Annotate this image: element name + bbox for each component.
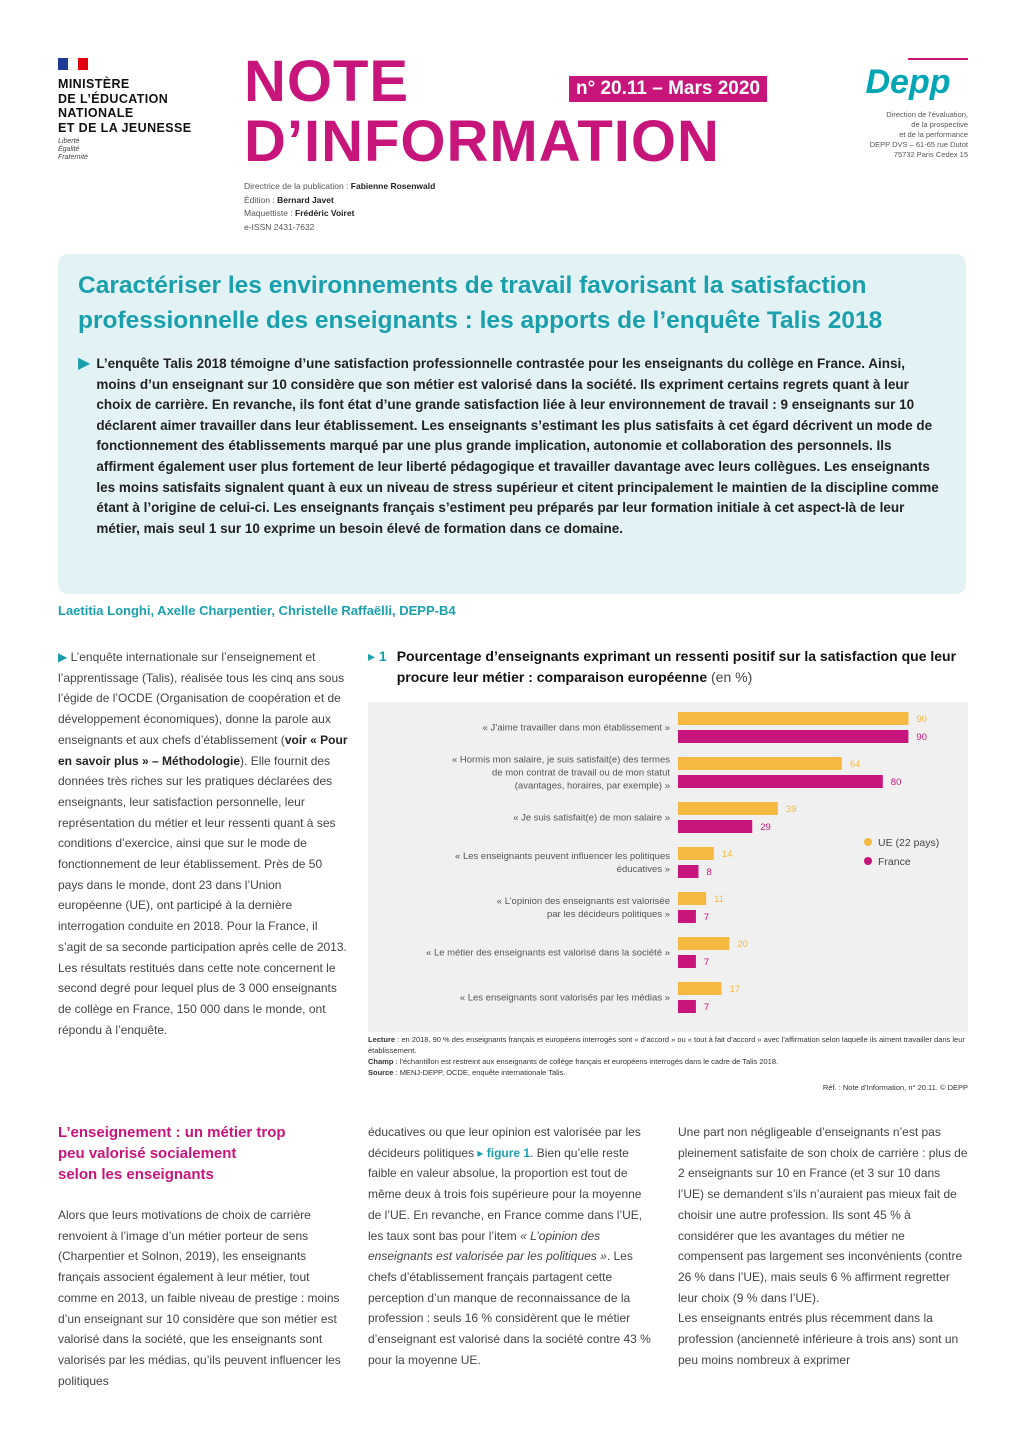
column-text: . Les chefs d’établissement français partagent cette perception d’un manque de reconnaissance de la profession : seuls 16 % considèrent que le métier d’enseignant est valorisé dans la société contre 43 % pour la moyenne UE.	[368, 1249, 651, 1367]
legend-label: France	[878, 856, 911, 868]
category-label: (avantages, horaires, par exemple) »	[514, 780, 670, 792]
ministry-name-line: NATIONALE	[58, 106, 134, 120]
bar-value-label: 29	[760, 822, 771, 833]
bar	[678, 892, 706, 905]
figure-1	[368, 646, 968, 1092]
bar-value-label: 90	[916, 732, 927, 743]
figure-title-label: Pourcentage d’enseignants exprimant un ressenti positif sur la satisfaction que leur procure leur métier : comparaison européenne	[396, 648, 957, 685]
column-text: . Bien qu’elle reste faible en valeur absolue, la proportion est tout de même deux à trois fois supérieure pour la moyenne de l’UE. En revanche, en France comme dans l’UE, les taux sont bas pour l’item	[368, 1145, 643, 1243]
ministry-name-line: MINISTÈRE	[58, 77, 130, 91]
note-text: : l’échantillon est restreint aux enseignants de collège français et européens interrogés dans le cadre de Talis 2018.	[393, 1057, 779, 1066]
bar	[678, 730, 908, 743]
publication-title-line1: NOTE	[244, 49, 410, 114]
legend-marker-icon	[864, 857, 872, 865]
motto-line: Liberté	[58, 138, 80, 145]
column-italic-text: « L’opinion des enseignants est valorisée par les politiques »	[368, 1228, 607, 1264]
bar	[678, 865, 698, 878]
bar	[678, 847, 714, 860]
figure-unit: (en %)	[711, 669, 753, 685]
bar-value-label: 14	[721, 849, 733, 860]
bar-value-label: 7	[703, 912, 710, 923]
column-text: Les enseignants entrés plus récemment dans la profession (ancienneté inférieure à trois ans) sont un peu moins nombreux à exprimer	[678, 1311, 959, 1367]
bar	[678, 802, 778, 815]
section-title	[58, 1122, 348, 1185]
methodology-link[interactable]: voir « Pour en savoir plus » – Méthodologie	[58, 732, 348, 768]
figure-note	[368, 1067, 968, 1078]
depp-block	[848, 58, 968, 160]
credit-line	[244, 194, 435, 208]
credit-label: Maquettiste :	[244, 208, 296, 218]
ministry-name-line: ET DE LA JEUNESSE	[58, 120, 192, 135]
french-flag-icon	[58, 58, 88, 70]
bar-value-label: 17	[729, 984, 741, 995]
note-label: Lecture	[368, 1035, 396, 1044]
note-text: : en 2018, 90 % des enseignants français et européens interrogés sont « d’accord » ou « tout à fait d’accord » avec l’affirmation selon laquelle ils aiment travailler dans leur établissement.	[368, 1035, 965, 1055]
bar-value-label: 20	[737, 939, 748, 950]
bar-value-label: 7	[703, 957, 710, 968]
figure-note	[368, 1034, 968, 1056]
figure-1-link[interactable]: ▸ figure 1	[477, 1145, 531, 1160]
column-1	[58, 1122, 348, 1391]
figure-notes	[368, 1034, 968, 1078]
figure-number: ▸ 1	[368, 648, 387, 664]
legend-label: UE (22 pays)	[878, 837, 940, 849]
bar-value-label: 39	[785, 804, 797, 815]
category-label: « L’opinion des enseignants est valorisée	[496, 896, 670, 907]
column-text: Alors que leurs motivations de choix de carrière renvoient à l’image d’un métier porteur de sens (Charpentier et Solnon, 2019), les enseignants français associent également à leur métier, tout comme en 2013, un faible niveau de prestige : moins d’un enseignant sur 10 considère que son métier est valorisé dans la société, que les enseignants sont valorisés par les médias, qu’ils peuvent influencer les politiques	[58, 1208, 341, 1388]
figure-title	[368, 646, 968, 688]
figure-reference: Réf. : Note d’Information, n° 20.11. © DEPP	[822, 1083, 968, 1092]
publication-title-line2: D’INFORMATION	[244, 109, 720, 174]
credit-line	[244, 221, 435, 235]
depp-logo: Depp	[865, 63, 951, 101]
intro-text-after: ). Elle fournit des données très riches sur les pratiques déclarées des enseignants, leur satisfaction personnelle, leur représentation du métier et leur ressenti quant à ses conditions d’exercice, ainsi que sur le mode de fonctionnement de leur établissement. Près de 50 pays dans le monde, dont 23 dans l’Union européenne (UE), ont participé à la dernière interrogation conduite en 2018. Pour la France, il s’agit de sa seconde participation après celle de 2013. Les résultats restitués dans cette note concernent le second degré pour lequel plus de 3 000 enseignants de collège en France, 150 000 dans le monde, ont répondu à l’enquête.	[58, 753, 347, 1037]
column-3	[678, 1122, 968, 1370]
motto-line: Égalité	[58, 146, 80, 153]
summary-text: L’enquête Talis 2018 témoigne d’une satisfaction professionnelle contrastée pour les enseignants du collège en France. Ainsi, moins d’un enseignant sur 10 considère que son métier est valorisé dans la société. Ils expriment certains regrets quant à leur choix de carrière. En revanche, ils font état d’une grande satisfaction liée à leur environnement de travail : 9 enseignants sur 10 déclarent aimer travailler dans leur établissement. Les enseignants s’estimant les plus satisfaits à cet égard décrivent un mode de fonctionnement des établissements marqué par une plus grande implication, autonomie et collaboration des personnels. Ils affirment également user plus fortement de leur liberté pédagogique et travailler davantage avec leurs collègues. Les enseignants les moins satisfaits signalent quant à eux un niveau de stress supérieur et citent principalement le maintien de la discipline comme étant à l’origine de celui-ci. Les enseignants français s’estiment peu préparés par leur formation initiale à cet aspect-là de leur métier, mais seul 1 sur 10 exprime un besoin élevé de formation dans ce domaine.	[96, 356, 939, 536]
ministry-logo	[58, 58, 228, 162]
credit-label: e-ISSN 2431-7632	[244, 221, 315, 232]
bar-value-label: 80	[890, 777, 902, 788]
bar	[678, 955, 696, 968]
bar-value-label: 7	[703, 1002, 710, 1013]
summary-box	[58, 254, 966, 594]
publication-title-block	[244, 49, 761, 174]
credit-label: Édition :	[244, 194, 278, 205]
bar	[678, 757, 842, 770]
triangle-bullet-icon: ▶	[78, 355, 91, 372]
motto	[58, 138, 228, 162]
note-label: Champ	[368, 1057, 394, 1066]
column-text: éducatives ou que leur opinion est valorisée par les décideurs politiques	[368, 1125, 641, 1160]
figure-title-text	[397, 646, 968, 688]
issue-badge: n° 20.11 – Mars 2020	[569, 76, 767, 102]
credit-label: Directrice de la publication :	[244, 181, 351, 191]
credit-value: Fabienne Rosenwald	[350, 181, 436, 191]
category-label: éducatives »	[616, 864, 670, 875]
bar	[678, 1000, 696, 1013]
section-title-line: selon les enseignants	[58, 1166, 214, 1183]
depp-rule	[908, 58, 968, 60]
depp-address-line: DEPP DVS – 61-65 rue Dutot	[869, 140, 968, 149]
category-label: « Les enseignants peuvent influencer les politiques	[455, 851, 670, 862]
category-label: de mon contrat de travail ou de mon statut	[492, 767, 670, 779]
bar-chart	[368, 702, 968, 1032]
bar-value-label: 11	[714, 894, 725, 905]
section-title-line: peu valorisé socialement	[58, 1145, 237, 1162]
bar	[678, 910, 696, 923]
note-text: : MENJ-DEPP, OCDE, enquête internationale Talis.	[393, 1068, 566, 1077]
figure-note	[368, 1056, 968, 1067]
bar-value-label: 64	[849, 759, 861, 770]
depp-address-line: Direction de l’évaluation,	[886, 110, 968, 119]
bar	[678, 775, 883, 788]
credit-line	[244, 207, 435, 221]
intro-text	[58, 647, 348, 1040]
triangle-bullet-icon: ▶	[58, 650, 68, 664]
credit-value: Bernard Javet	[277, 194, 334, 205]
bar	[678, 937, 729, 950]
section-title-line: L’enseignement : un métier trop	[58, 1124, 286, 1141]
legend-marker-icon	[864, 838, 872, 846]
summary-title: Caractériser les environnements de travail favorisant la satisfaction professionnelle des enseignants : les apports de l’enquête Talis 2018	[78, 272, 883, 334]
authors: Laetitia Longhi, Axelle Charpentier, Christelle Raffaëlli, DEPP-B4	[58, 603, 456, 618]
depp-address-line: 75732 Paris Cedex 15	[893, 150, 968, 159]
column-2	[368, 1122, 658, 1370]
category-label: « J’aime travailler dans mon établissement »	[482, 722, 670, 734]
bar-value-label: 90	[916, 714, 927, 725]
category-label: par les décideurs politiques »	[546, 909, 670, 920]
motto-line: Fraternité	[58, 154, 88, 161]
category-label: « Les enseignants sont valorisés par les médias »	[459, 992, 670, 1004]
category-label: « Le métier des enseignants est valorisé dans la société »	[426, 947, 670, 959]
note-label: Source	[368, 1068, 394, 1077]
category-label: « Je suis satisfait(e) de mon salaire »	[513, 812, 670, 824]
depp-address-line: et de la performance	[899, 130, 968, 139]
publication-credits	[244, 180, 435, 234]
bar	[678, 820, 752, 833]
summary-body	[78, 354, 946, 539]
bar	[678, 712, 908, 725]
column-text: Une part non négligeable d’enseignants n’est pas pleinement satisfaite de son choix de carrière : plus de 2 enseignants sur 10 en France (et 3 sur 10 dans l’UE) se demandent s’ils n’auraient pas mieux fait de choisir une autre profession. Ils sont 45 % à considérer que les avantages du métier ne compensent pas largement ses inconvénients (contre 26 % dans l’UE), mais seuls 6 % affirment regretter leur choix (9 % dans l’UE).	[678, 1125, 968, 1305]
depp-address	[848, 110, 968, 160]
chart-area	[368, 702, 968, 1032]
intro-text-before: L’enquête internationale sur l’enseignement et l’apprentissage (Talis), réalisée tous les cinq ans sous l’égide de l’OCDE (Organisation de coopération et de développement économiques), donne la parole aux enseignants et aux chefs d’établissement (	[58, 650, 345, 747]
bar-value-label: 8	[706, 867, 712, 878]
credit-value: Frédéric Voiret	[295, 208, 355, 218]
category-label: « Hormis mon salaire, je suis satisfait(e) des termes	[451, 754, 670, 766]
ministry-name-line: DE L’ÉDUCATION	[58, 91, 169, 106]
credit-line	[244, 180, 435, 194]
bar	[678, 982, 722, 995]
depp-address-line: de la prospective	[911, 120, 968, 129]
